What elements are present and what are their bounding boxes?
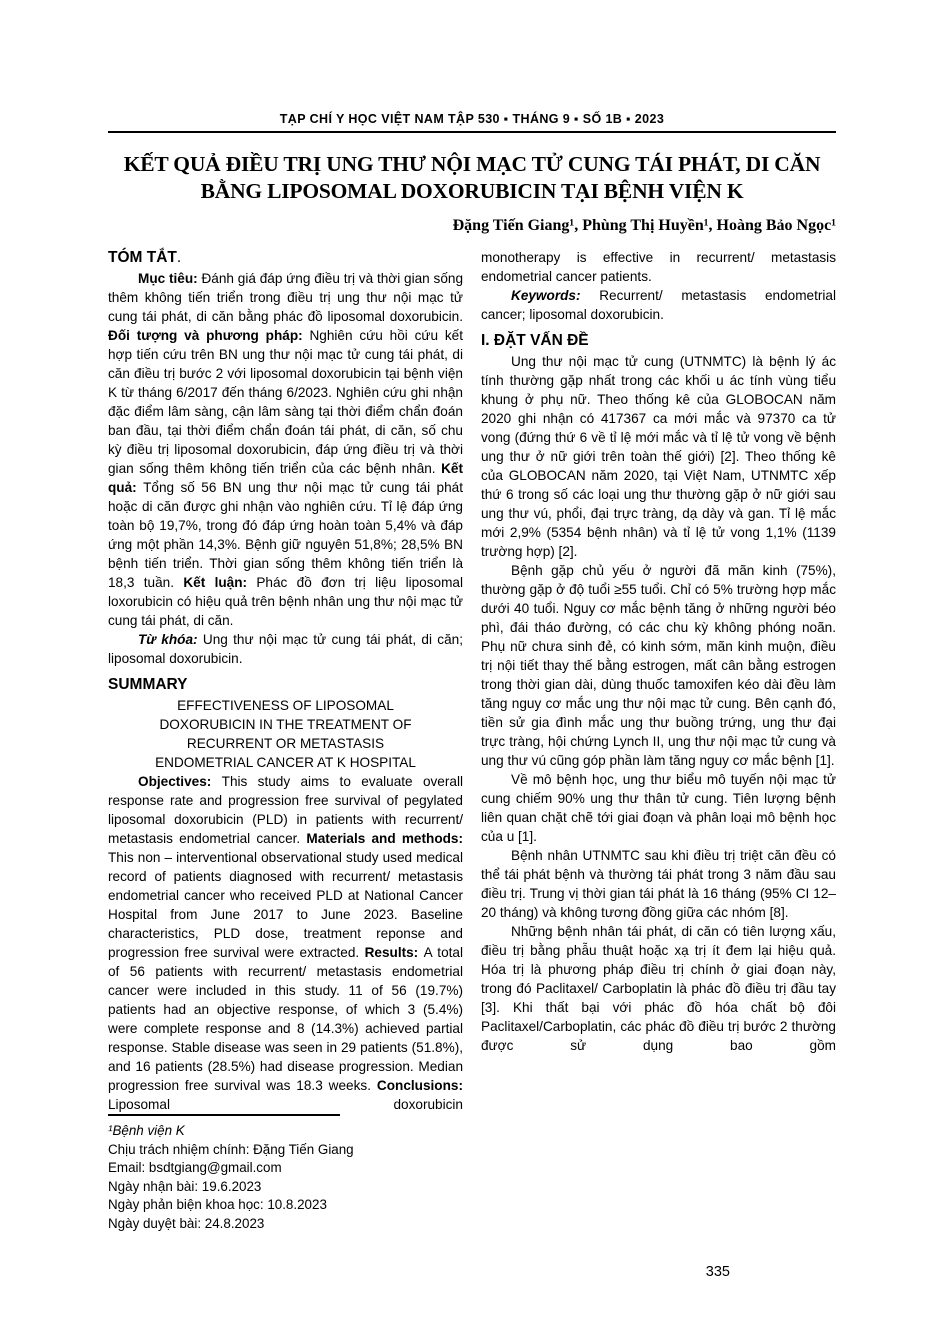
abstract-en: Objectives: This study aims to evaluate overall response rate and progression free survival of pegylated liposomal doxorubicin (PLD) in patients with recurrent/ metastasis endometrial cancer. Materials and methods: This non – interventional observational study used medical record of patients diagnosed with recurrent/ metastasis endometrial cancer who received PLD at National Cancer Hospital from June 2017 to June 2023. Baseline characteristics, PLD dose, treatment reponse and progression free survival were extracted. Results: A total of 56 patients with recurrent/ metastasis endometrial cancer were included in this study. 11 of 56 (19.7%) patients had an objective response, of which 3 (5.4%) were complete response and 8 (14.3%) achieved partial response. Stable disease was seen in 29 patients (51.8%), and 16 patients (28.5%) had disease progression. Median progression free survival was 18.3 weeks. Conclusions: Liposomal doxorubicin	[108, 774, 464, 1112]
authors-line: Đặng Tiến Giang¹, Phùng Thị Huyền¹, Hoàng Bảo Ngọc¹	[452, 217, 836, 234]
footnote-divider	[108, 1114, 340, 1116]
abstract-en-continued: monotherapy is effective in recurrent/ metastasis endometrial cancer patients.	[481, 250, 836, 284]
left-column-blocks	[108, 248, 463, 1114]
intro-para-2: Bệnh gặp chủ yếu ở người đã mãn kinh (75%), thường gặp ở độ tuổi ≥55 tuổi. Chỉ có 5% trường hợp mắc dưới 40 tuổi. Nguy cơ mắc bệnh tăng ở những người béo phì, đái tháo đường, có các chu kỳ không phóng noãn. Phụ nữ chưa sinh đẻ, có kinh sớm, mãn kinh muộn, điều trị nội tiết thay thế bằng estrogen, mất cân bằng estrogen trong thời gian dài, dùng thuốc tamoxifen kéo dài đều làm tăng nguy cơ mắc ung thư nội mạc tử cung. Bên cạnh đó, tiền sử gia đình mắc ung thư buồng trứng, ung thư đại trực tràng, hội chứng Lynch II, ung thư nội mạc tử cung và ung thư vú cũng góp phần làm tăng nguy cơ mắc bệnh [1].	[481, 563, 836, 768]
summary-heading: SUMMARY	[108, 676, 188, 693]
section-1-heading: I. ĐẶT VẤN ĐỀ	[481, 332, 589, 349]
article-title-line1: KẾT QUẢ ĐIỀU TRỊ UNG THƯ NỘI MẠC TỬ CUNG TÁI PHÁT, DI CĂN	[123, 152, 821, 176]
page-content	[108, 112, 837, 1280]
tom-tat-heading: TÓM TẮT.	[108, 249, 182, 266]
left-column	[108, 248, 464, 1231]
intro-para-5: Những bệnh nhân tái phát, di căn có tiên lượng xấu, điều trị bằng phẫu thuật hoặc xạ trị ít đem lại hiệu quả. Hóa trị là phương pháp điều trị chính ở giai đoạn này, trong đó Paclitaxel/ Carboplatin là phác đồ điều trị đầu tay [3]. Khi thất bại với phác đồ hóa chất bộ đôi Paclitaxel/Carboplatin, các phác đồ điều trị bước 2 thường được sử dụng bao gồm	[481, 924, 836, 1053]
footnote-corresponding: Chịu trách nhiệm chính: Đặng Tiến Giang	[108, 1141, 354, 1157]
footnote-lines	[108, 1122, 463, 1234]
article-title	[108, 151, 836, 205]
keywords-en: Keywords: Recurrent/ metastasis endometrial cancer; liposomal doxorubicin.	[481, 288, 837, 322]
intro-para-3: Về mô bệnh học, ung thư biểu mô tuyến nội mạc tử cung chiếm 90% ung thư thân tử cung. Tiên lượng bệnh liên quan chặt chẽ tới giai đoạn và phân loại mô bệnh học của u [1].	[481, 772, 836, 844]
abstract-vi: Mục tiêu: Đánh giá đáp ứng điều trị và thời gian sống thêm không tiến triển trong điều trị ung thư nội mạc tử cung tái phát, di căn bằng phác đồ liposomal doxorubicin. Đối tượng và phương pháp: Nghiên cứu hồi cứu kết hợp tiến cứu trên BN ung thư nội mạc tử cung tái phát, di căn điều trị bước 2 với liposomal doxorubicin tại bệnh viện K từ tháng 6/2017 đến tháng 6/2023. Nghiên cứu ghi nhận đặc điểm lâm sàng, cận lâm sàng tại thời điểm chẩn đoán ban đầu, tại thời điểm chẩn đoán tái phát, di căn, số chu kỳ điều trị liposomal doxorubicin, đáp ứng điều trị và thời gian sống thêm không tiến triển của các bệnh nhân. Kết quả: Tổng số 56 BN ung thư nội mạc tử cung tái phát hoặc di căn được ghi nhận vào nghiên cứu. Tỉ lệ đáp ứng toàn bộ 19,7%, trong đó đáp ứng hoàn toàn 5,4% và đáp ứng một phần 14,3%. Bệnh giữ nguyên 51,8%; 28,5% BN bệnh tiến triển. Thời gian sống thêm không tiến triển là 18,3 tuần. Kết luận: Phác đồ đơn trị liệu liposomal loxorubicin có hiệu quả trên bệnh nhân ung thư nội mạc tử cung tái phát, di căn.	[108, 271, 464, 628]
page-number: 335	[705, 1264, 730, 1280]
summary-title-line: EFFECTIVENESS OF LIPOSOMAL	[177, 698, 394, 713]
footnote-review-date: Ngày phản biện khoa học: 10.8.2023	[108, 1197, 327, 1213]
two-column-body	[108, 248, 837, 1231]
summary-title-line: DOXORUBICIN IN THE TREATMENT OF	[159, 717, 412, 732]
intro-para-4: Bệnh nhân UTNMTC sau khi điều trị triệt căn đều có thể tái phát bệnh và thường tái phát trong 3 năm đầu sau điều trị. Trung vị thời gian tái phát là 16 tháng (95% CI 12–20 tháng) và không tương đồng giữa các nhóm [8].	[481, 848, 836, 920]
journal-header-text: TẠP CHÍ Y HỌC VIỆT NAM TẬP 530 ▪ THÁNG 9 ▪ SỐ 1B ▪ 2023	[279, 112, 665, 126]
footnote-email: Email: bsdtgiang@gmail.com	[108, 1160, 282, 1176]
footnote	[108, 1114, 463, 1234]
journal-header	[108, 112, 836, 133]
footnote-affiliation: ¹Bệnh viện K	[108, 1123, 185, 1138]
summary-title-line: ENDOMETRIAL CANCER AT K HOSPITAL	[155, 755, 416, 770]
footnote-received-date: Ngày nhận bài: 19.6.2023	[108, 1178, 262, 1194]
footnote-accepted-date: Ngày duyệt bài: 24.8.2023	[108, 1215, 265, 1231]
keywords-vi: Từ khóa: Ung thư nội mạc tử cung tái phát, di căn; liposomal doxorubicin.	[108, 632, 463, 666]
intro-para-1: Ung thư nội mạc tử cung (UTNMTC) là bệnh lý ác tính thường gặp nhất trong các khối u ác tính vùng tiểu khung ở phụ nữ. Theo thống kê của GLOBOCAN năm 2020 ghi nhận có 417367 ca mới mắc và 97370 ca tử vong (đứng thứ 6 về tỉ lệ mới mắc và tỉ lệ tử vong về bệnh ung thư ở nữ giới trên toàn thế giới) [2]. Theo thống kê của GLOBOCAN năm 2020, tại Việt Nam, UTNMTC xếp thứ 6 trong số các loại ung thư thường gặp ở nữ giới sau ung thư vú, phổi, đại trực tràng, dạ dày và gan. Tỉ lệ mắc mới 2,9% (5354 bệnh nhân) và tỉ lệ tử vong 1,1% (1139 trường hợp) [2].	[481, 354, 836, 559]
article-title-line2: BẰNG LIPOSOMAL DOXORUBICIN TẠI BỆNH VIỆN K	[200, 179, 744, 203]
summary-title-line: RECURRENT OR METASTASIS	[186, 736, 385, 751]
right-column	[481, 248, 836, 1154]
right-column-blocks	[481, 248, 836, 1055]
